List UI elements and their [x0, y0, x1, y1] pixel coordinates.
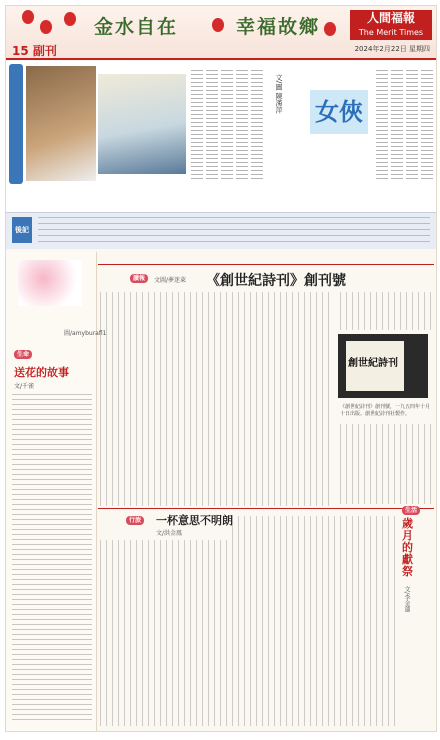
photo-credit: 圖/amyburafl1 — [64, 330, 107, 337]
page-number: 15 副刊 — [12, 44, 57, 58]
lantern-icon — [64, 12, 76, 26]
left-article-body — [12, 394, 92, 724]
tag-travel: 行旅 — [126, 516, 144, 525]
main-article-title: 《創世紀詩刊》創刊號 — [206, 273, 346, 289]
text-column — [376, 70, 388, 180]
lantern-icon — [324, 22, 336, 36]
text-column — [391, 70, 403, 180]
text-column — [251, 70, 263, 180]
magazine-cover-title: 創世紀詩刊 — [348, 358, 398, 369]
feature-photo-portrait — [98, 74, 186, 174]
text-column — [221, 70, 233, 180]
tag-life: 生命 — [14, 350, 32, 359]
logo-english: The Merit Times — [358, 28, 424, 37]
afterword-label: 後記 — [12, 217, 32, 243]
feature-photo-woman — [26, 66, 96, 181]
newspaper-page — [5, 5, 437, 732]
travel-article-body — [100, 540, 228, 726]
lantern-icon — [212, 18, 224, 32]
text-column — [206, 70, 218, 180]
life-article-author: 文/李金蓮 — [403, 586, 410, 613]
page-header — [6, 6, 436, 60]
life-article-body — [232, 516, 396, 726]
tag-reading: 讀報 — [130, 274, 148, 283]
main-article-body — [100, 292, 334, 506]
text-column — [406, 70, 418, 180]
left-article-author: 文/千雀 — [14, 383, 35, 390]
travel-article-author: 文/洪金鳳 — [156, 530, 183, 537]
feature-headline: 女俠 — [315, 97, 363, 126]
banner-right: 幸福故鄉 — [236, 16, 321, 38]
tag-life-2: 生活 — [402, 506, 420, 515]
lantern-icon — [22, 10, 34, 24]
flower-image — [18, 260, 82, 306]
divider — [98, 264, 434, 265]
travel-article-title: 一杯意思不明朗 — [156, 514, 233, 527]
feature-byline: 文/圖 陳漢萍 — [275, 74, 283, 114]
logo-text: 人間福報 — [366, 11, 415, 25]
banner-left: 金水自在 — [94, 16, 179, 38]
main-article-body-right — [340, 292, 432, 330]
newspaper-logo — [350, 10, 432, 40]
life-article-title: 歲月的獻祭 — [402, 517, 413, 578]
text-column — [236, 70, 248, 180]
issue-date: 2024年2月22日 星期四 — [354, 45, 430, 53]
left-article-title: 送花的故事 — [14, 366, 69, 379]
afterword-text — [38, 217, 430, 243]
photo-caption: 《創世紀詩刊》創刊號，一九五四年十月十日出版。創世紀詩刊社製作。 — [340, 404, 431, 417]
lantern-icon — [40, 20, 52, 34]
main-article-author: 文圖/夢迷萊 — [154, 277, 187, 284]
divider — [98, 508, 434, 509]
text-column — [191, 70, 203, 180]
article-body-lower-right — [340, 424, 432, 504]
lede-bar — [9, 64, 23, 184]
text-column — [421, 70, 433, 180]
